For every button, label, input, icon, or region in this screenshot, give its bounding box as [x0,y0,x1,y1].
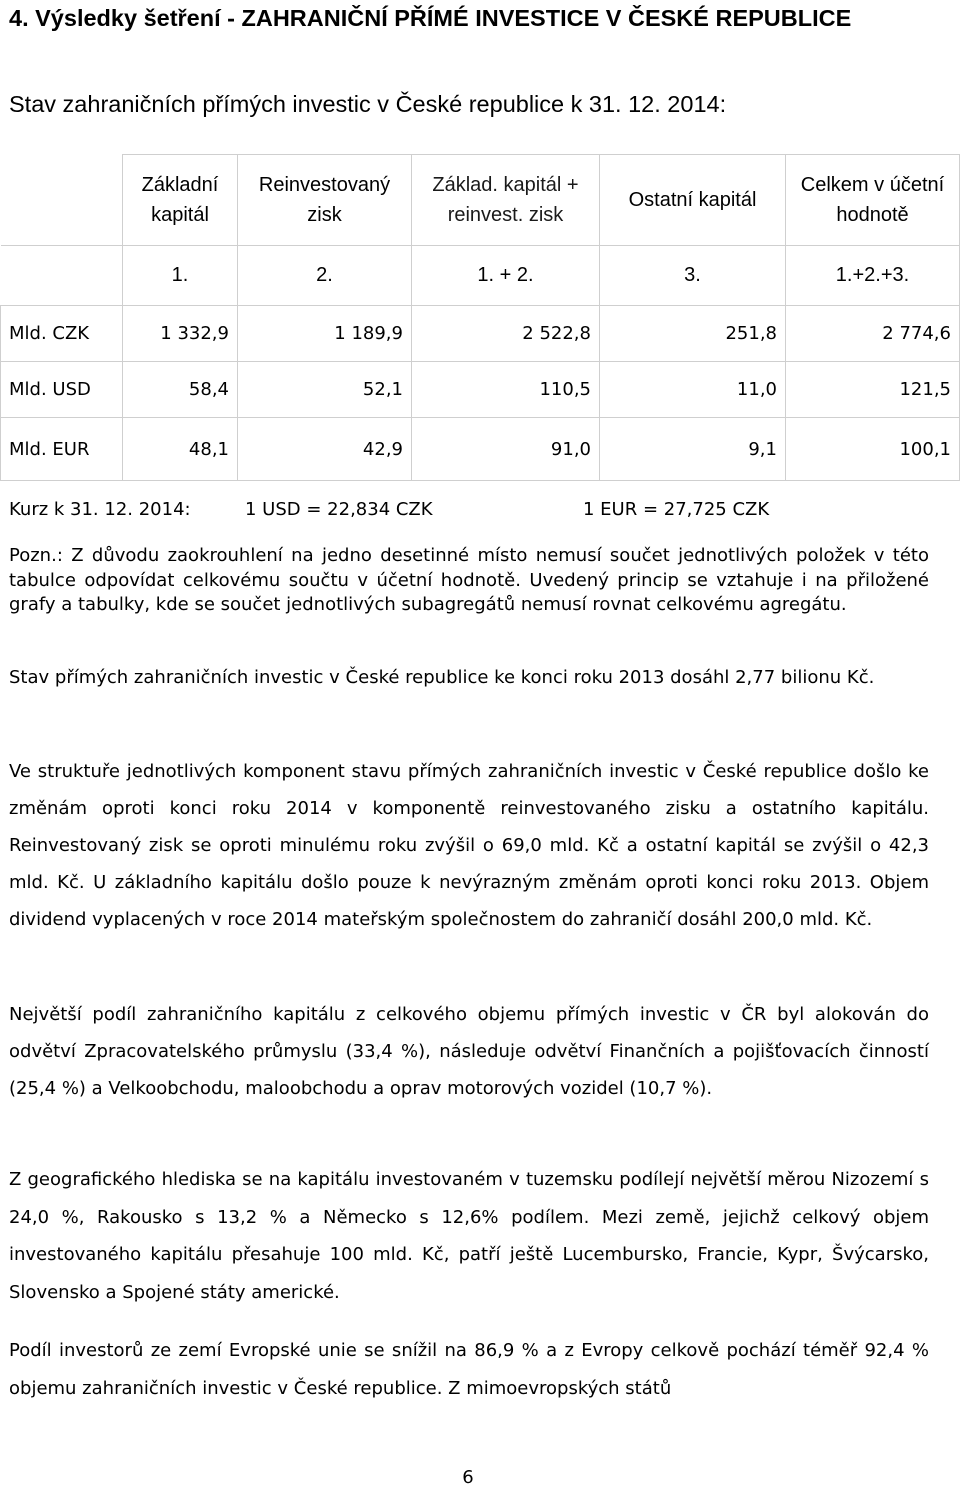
column-index: 1. [123,246,238,306]
column-header: Reinvestovaný zisk [238,155,412,246]
paragraph: Stav přímých zahraničních investic v České republice ke konci roku 2013 dosáhl 2,77 bilionu Kč. [9,667,875,688]
table-cell: 9,1 [600,418,786,481]
exchange-rate-label: Kurz k 31. 12. 2014: [9,499,191,520]
table-cell: 2 774,6 [786,306,960,362]
exchange-rate-eur: 1 EUR = 27,725 CZK [583,499,770,520]
section-subtitle: Stav zahraničních přímých investic v České republice k 31. 12. 2014: [9,91,727,117]
row-unit-label: Mld. CZK [1,306,123,362]
column-index: 3. [600,246,786,306]
table-cell: 100,1 [786,418,960,481]
row-unit-label: Mld. USD [1,362,123,418]
column-header: Celkem v účetní hodnotě [786,155,960,246]
table-corner [1,246,123,306]
paragraph: Z geografického hlediska se na kapitálu investovaném v tuzemsku podílejí největší měrou Nizozemí s 24,0 %, Rakousko s 13,2 % a Německo s 12,6% podílem. Mezi země, jejichž celkový objem investovaného kapitálu přesahuje 100 mld. Kč, patří ještě Lucembursko, Francie, Kypr, Švýcarsko, Slovensko a Spojené státy americké. [9,1169,929,1303]
column-header: Základní kapitál [123,155,238,246]
table-cell: 42,9 [238,418,412,481]
column-header: Ostatní kapitál [600,155,786,246]
exchange-rate-usd: 1 USD = 22,834 CZK [245,499,433,520]
paragraph: Největší podíl zahraničního kapitálu z celkového objemu přímých investic v ČR byl alokován do odvětví Zpracovatelského průmyslu (33,4 %), následuje odvětví Finančních a pojišťovacích činností (25,4 %) a Velkoobchodu, maloobchodu a oprav motorových vozidel (10,7 %). [9,1004,929,1099]
table-row [1,362,960,418]
paragraph: Podíl investorů ze zemí Evropské unie se snížil na 86,9 % a z Evropy celkově pochází téměř 92,4 % objemu zahraničních investic v České republice. Z mimoevropských států [9,1340,929,1399]
table-row [1,418,960,481]
paragraph: Ve struktuře jednotlivých komponent stavu přímých zahraničních investic v České republice došlo ke změnám oproti konci roku 2014 v komponentě reinvestovaného zisku a ostatního kapitálu. Reinvestovaný zisk se oproti minulému roku zvýšil o 69,0 mld. Kč a ostatní kapitál se zvýšil o 42,3 mld. Kč. U základního kapitálu došlo pouze k nevýrazným změnám oproti konci roku 2013. Objem dividend vyplacených v roce 2014 mateřským společnostem do zahraničí dosáhl 200,0 mld. Kč. [9,761,929,930]
table-note [9,544,929,618]
table-cell: 121,5 [786,362,960,418]
table-cell: 48,1 [123,418,238,481]
note-text: : Z důvodu zaokrouhlení na jedno desetinné místo nemusí součet jednotlivých položek v této tabulce odpovídat celkovému součtu v účetní hodnotě. Uvedený princip se vztahuje i na přiložené grafy a tabulky, kde se součet jednotlivých subagregátů nemusí rovnat celkovému agregátu. [9,545,929,615]
table-cell: 1 189,9 [238,306,412,362]
table-cell: 110,5 [412,362,600,418]
table-cell: 91,0 [412,418,600,481]
column-index: 1.+2.+3. [786,246,960,306]
page-heading: 4. Výsledky šetření - ZAHRANIČNÍ PŘÍMÉ INVESTICE V ČESKÉ REPUBLICE [9,5,852,31]
column-index: 2. [238,246,412,306]
table-cell: 1 332,9 [123,306,238,362]
table-row [1,306,960,362]
column-header: Základ. kapitál + reinvest. zisk [412,155,600,246]
table-index-row [1,246,960,306]
page-number: 6 [462,1467,474,1488]
table-cell: 11,0 [600,362,786,418]
column-index: 1. + 2. [412,246,600,306]
note-prefix: Pozn. [9,545,57,566]
table-header-row [1,155,960,246]
table-cell: 251,8 [600,306,786,362]
table-cell: 2 522,8 [412,306,600,362]
table-cell: 52,1 [238,362,412,418]
fdi-table [0,154,960,481]
row-unit-label: Mld. EUR [1,418,123,481]
table-corner [1,155,123,246]
table-cell: 58,4 [123,362,238,418]
